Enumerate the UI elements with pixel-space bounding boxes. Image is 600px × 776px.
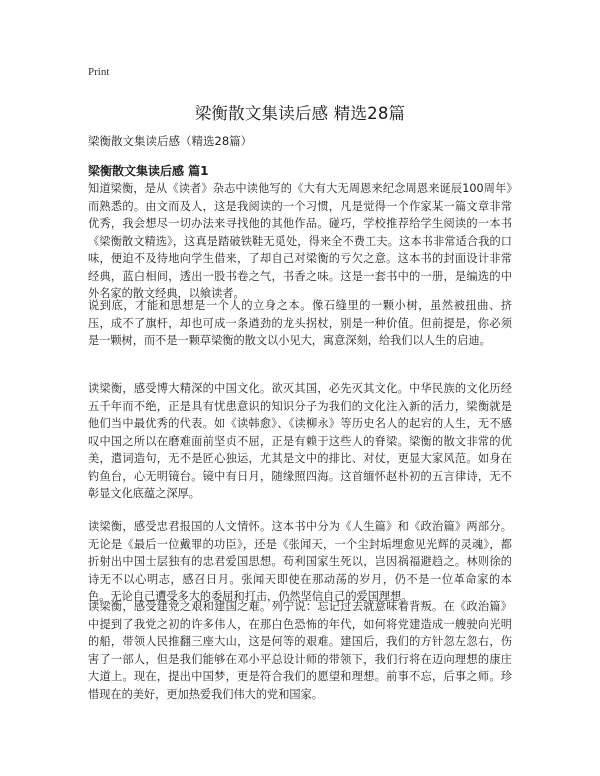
paragraph-2: 说到底，才能和思想是一个人的立身之本。像石缝里的一颗小树，虽然被扭曲、挤压，成不了旗杆，却也可成一条遒劲的龙头拐杖，别是一种价值。但前提是，你必须是一颗树，而不是一颗草梁衡的散文以小见大，寓意深刻，给我们以人生的启迪。 — [88, 299, 512, 347]
paragraph-5: 读梁衡，感受建党之艰和建国之难。列宁说：忘记过去就意味着背叛。在《政治篇》中提到了我党之初的许多伟人，在那白色恐怖的年代，如何将党建造成一艘驶向光明的船，带领人民推翻三座大山，这是何等的艰难。建国后，我们的方针忽左忽右，伤害了一部人，但是我们能够在邓小平总设计师的带领下，我们行将在迈向理想的康庄大道上。现在，提出中国梦，更是符合我们的愿望和理想。前事不忘，后事之师。珍惜现在的美好，更加热爱我们伟大的党和国家。 — [88, 600, 512, 701]
paragraph-1: 知道梁衡，是从《读者》杂志中读他写的《大有大无周恩来纪念周恩来诞辰100周年》而熟悉的。由文而及人，这是我阅读的一个习惯，凡是觉得一个作家某一篇文章非常优秀，我会想尽一切办法来寻找他的其他作品。碰巧，学校推荐给学生阅读的一本书《梁衡散文精选》，这真是踏破铁鞋无觅处，得来全不费工夫。这本书非常适合我的口味，便迫不及待地向学生借来，了却自己对梁衡的亏欠之意。这本书的封面设计非常经典，蓝白相间，透出一股书卷之气，书香之味。这是一套书中的一册，是编选的中外名家的散文经典，以飨读者。 — [88, 182, 512, 300]
section-heading: 梁衡散文集读后感 篇1 — [88, 164, 209, 178]
document-subtitle: 梁衡散文集读后感（精选28篇） — [88, 134, 253, 148]
paragraph-4: 读梁衡，感受忠君报国的人文情怀。这本书中分为《人生篇》和《政治篇》两部分。无论是《最后一位戴罪的功臣》，还是《张闻天，一个尘封垢埋愈见光辉的灵魂》，都折射出中国士层独有的忠君爱国思想。苟利国家生死以，岂因祸福避趋之。林则徐的诗无不以心明志，感召日月。张闻天即使在那动荡的岁月，仍不是一位革命家的本色。无论自己遭受多大的委屈和打击，仍然坚信自己的爱国理想。 — [88, 520, 512, 603]
page-title: 梁衡散文集读后感 精选28篇 — [194, 104, 406, 123]
paragraph-3: 读梁衡，感受博大精深的中国文化。欲灭其国，必先灭其文化。中华民族的文化历经五千年而不绝，正是具有忧患意识的知识分子为我们的文化注入新的活力，梁衡就是他们当中最优秀的代表。如《读韩愈》、《读柳永》等历史名人的起宕的人生，无不感叹中国之所以在磨难面前坚贞不屈，正是有赖于这些人的脊梁。梁衡的散文非常的优美，遣词造句，无不是匠心独运，尤其是文中的排比、对仗，更显大家风范。如身在钓鱼台，心无明镜台。镜中有日月，随缘照四海。这首缅怀赵朴初的五言律诗，无不彰显文化底蕴之深厚。 — [88, 382, 512, 500]
print-label[interactable]: Print — [88, 66, 110, 78]
